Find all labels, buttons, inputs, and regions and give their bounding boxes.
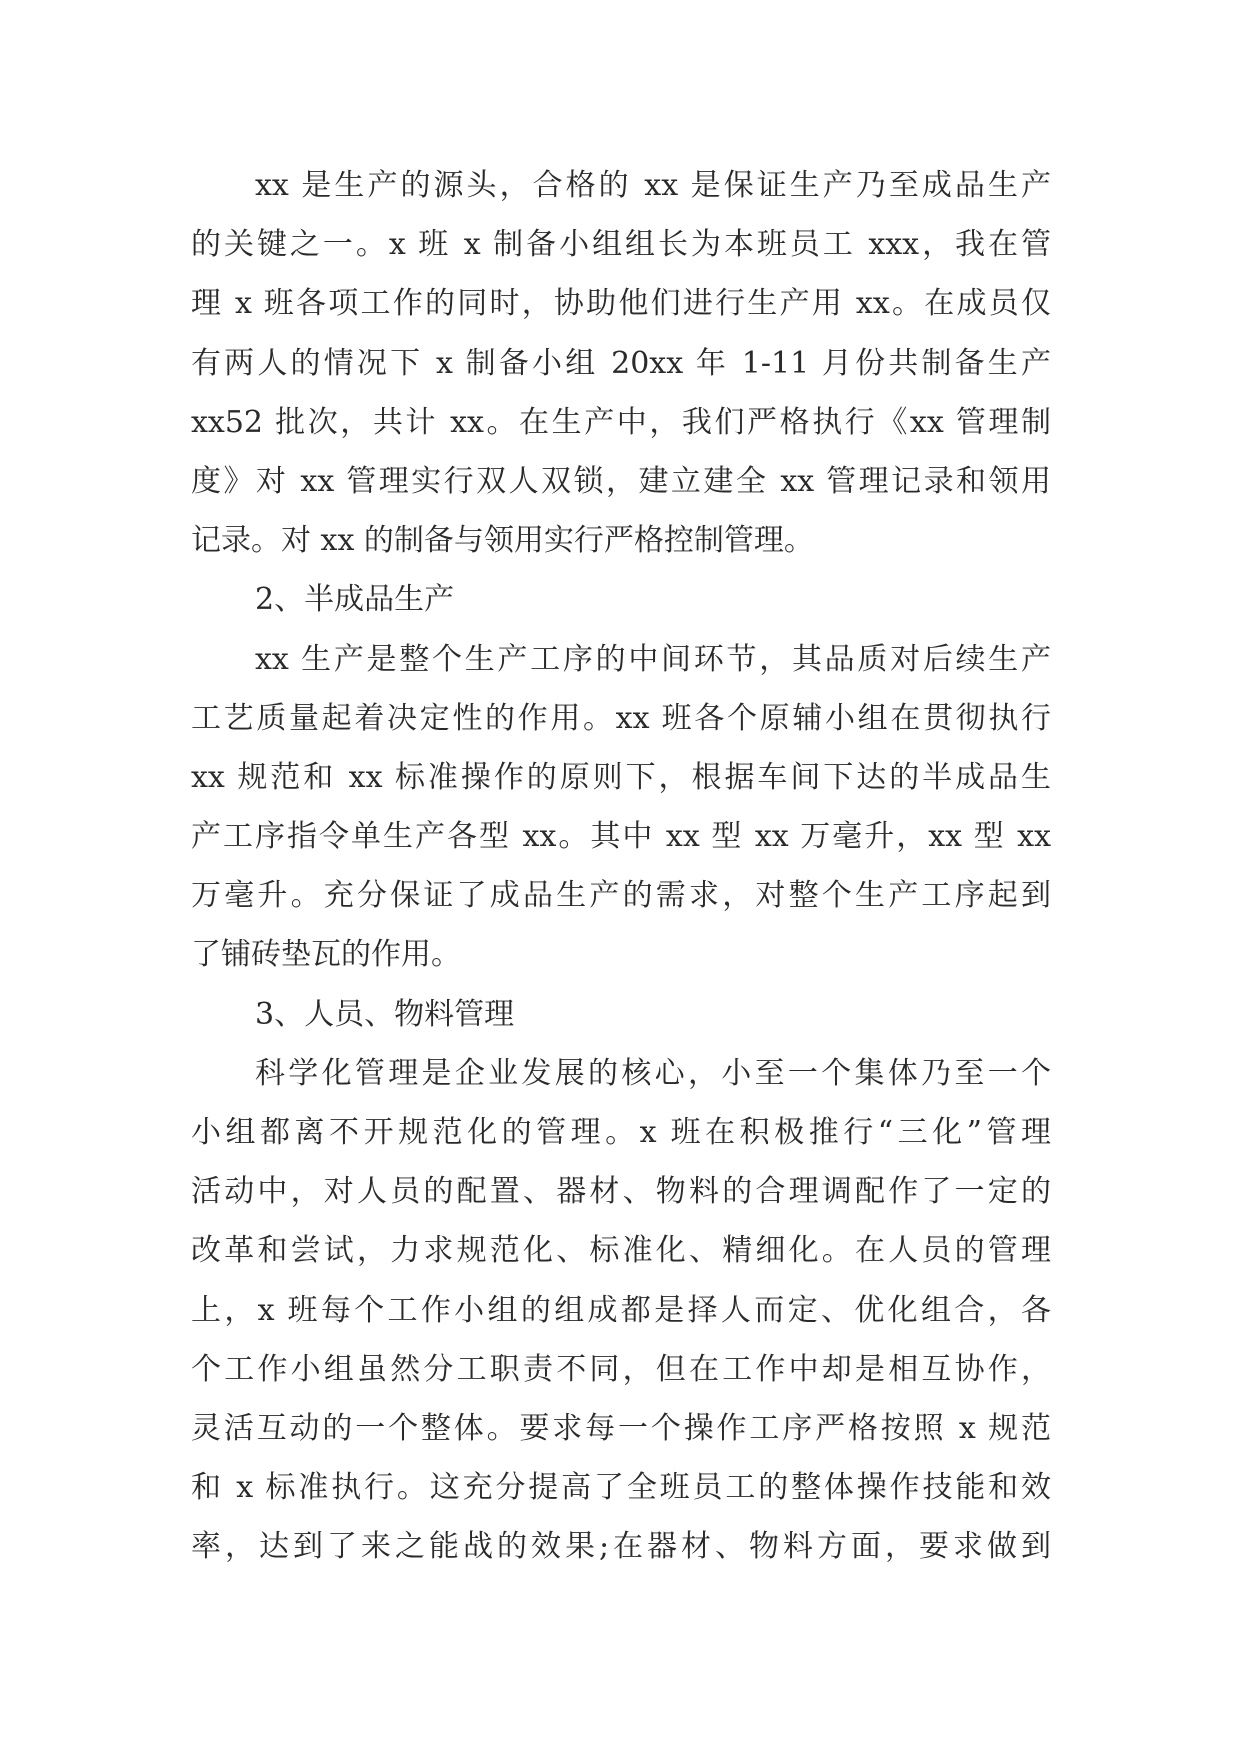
section-heading: 3、人员、物料管理 bbox=[255, 996, 515, 1032]
paragraph-line: xx52 批次，共计 xx。在生产中，我们严格执行《xx 管理制 bbox=[191, 404, 1051, 440]
paragraph-line: 理 x 班各项工作的同时，协助他们进行生产用 xx。在成员仅 bbox=[191, 286, 1051, 322]
paragraph-line: 改革和尝试，力求规范化、标准化、精细化。在人员的管理 bbox=[191, 1233, 1051, 1269]
paragraph-line: 活动中，对人员的配置、器材、物料的合理调配作了一定的 bbox=[191, 1174, 1051, 1210]
paragraph-line: 的关键之一。x 班 x 制备小组组长为本班员工 xxx，我在管 bbox=[191, 227, 1051, 263]
paragraph-line: xx 生产是整个生产工序的中间环节，其品质对后续生产 bbox=[255, 641, 1051, 677]
paragraph-line: 产工序指令单生产各型 xx。其中 xx 型 xx 万毫升，xx 型 xx bbox=[191, 819, 1051, 855]
paragraph-line: 和 x 标准执行。这充分提高了全班员工的整体操作技能和效 bbox=[191, 1470, 1051, 1506]
paragraph-line: 小组都离不开规范化的管理。x 班在积极推行“三化”管理 bbox=[191, 1115, 1051, 1150]
paragraph-line: 个工作小组虽然分工职责不同，但在工作中却是相互协作， bbox=[191, 1351, 1051, 1387]
paragraph-line: 度》对 xx 管理实行双人双锁，建立建全 xx 管理记录和领用 bbox=[191, 463, 1051, 499]
paragraph-line: 上，x 班每个工作小组的组成都是择人而定、优化组合，各 bbox=[191, 1292, 1051, 1328]
document-body bbox=[191, 156, 1051, 1577]
paragraph-line: 工艺质量起着决定性的作用。xx 班各个原辅小组在贯彻执行 bbox=[191, 700, 1051, 736]
paragraph-line: xx 是生产的源头，合格的 xx 是保证生产乃至成品生产 bbox=[255, 168, 1051, 203]
paragraph-line: 率，达到了来之能战的效果;在器材、物料方面，要求做到 bbox=[191, 1529, 1051, 1565]
paragraph-line: 有两人的情况下 x 制备小组 20xx 年 1-11 月份共制备生产 bbox=[191, 345, 1051, 381]
paragraph-line: 了铺砖垫瓦的作用。 bbox=[191, 937, 461, 973]
paragraph-line: 记录。对 xx 的制备与领用实行严格控制管理。 bbox=[191, 523, 814, 559]
paragraph-line: xx 规范和 xx 标准操作的原则下，根据车间下达的半成品生 bbox=[191, 759, 1051, 795]
paragraph-line: 科学化管理是企业发展的核心，小至一个集体乃至一个 bbox=[255, 1055, 1051, 1091]
paragraph-line: 灵活互动的一个整体。要求每一个操作工序严格按照 x 规范 bbox=[191, 1410, 1051, 1446]
section-heading: 2、半成品生产 bbox=[255, 582, 455, 618]
paragraph-line: 万毫升。充分保证了成品生产的需求，对整个生产工序起到 bbox=[191, 878, 1051, 914]
